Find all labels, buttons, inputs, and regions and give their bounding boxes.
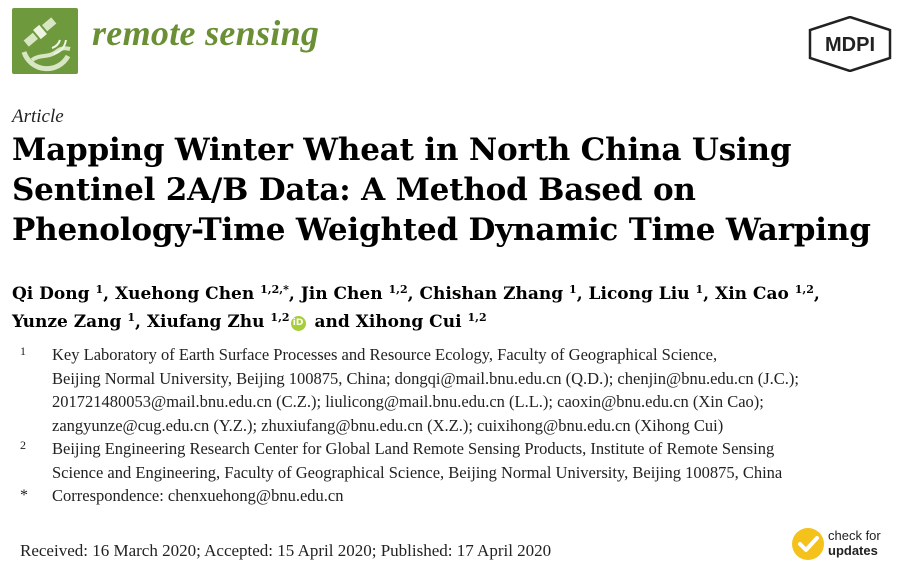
mdpi-logo — [808, 16, 892, 72]
checkmark-circle-icon — [790, 526, 826, 562]
author[interactable]: Xin Cao $^{1,2}$, — [715, 283, 820, 304]
title-line: Sentinel 2A/B Data: A Method Based on — [12, 172, 696, 208]
affiliation-marker: 1 — [20, 344, 26, 358]
title-line: Mapping Winter Wheat in North China Using — [12, 132, 792, 168]
publication-dates: Received: 16 March 2020; Accepted: 15 April 2020; Published: 17 April 2020 — [20, 541, 552, 560]
author[interactable]: Qi Dong $^1$, — [12, 283, 110, 304]
satellite-globe-icon — [12, 8, 78, 74]
author-list — [12, 280, 892, 336]
journal-logo — [12, 8, 78, 74]
author[interactable]: Licong Liu $^1$, — [588, 283, 710, 304]
orcid-icon[interactable]: iD — [291, 316, 306, 331]
author[interactable]: Xiufang Zhu $^{1,2}$ iD — [147, 312, 309, 332]
author[interactable]: Xuehong Chen $^{1,2,*}$, — [114, 283, 295, 304]
author[interactable]: Jin Chen $^{1,2}$, — [300, 283, 414, 304]
affiliation: 1 Key Laboratory of Earth Surface Processes and Resource Ecology, Faculty of Geographical Science, Beijing Normal University, Beijing 100875, China; dongqi@mail.bnu.edu.cn (Q.D.); chenjin@bnu.edu.cn (J.C.); 201721480053@mail.bnu.edu.cn (C.Z.); liulicong@mail.bnu.edu.cn (L.L.); caoxin@bnu.edu.cn (Xin Cao); zangyunze@cug.edu.cn (Y.Z.); zhuxiufang@bnu.edu.cn (X.Z.); cuixihong@bnu.edu.cn (Xihong Cui) — [20, 343, 900, 437]
affiliation: 2 Beijing Engineering Research Center for Global Land Remote Sensing Products, Institute of Remote Sensing Science and Engineering, Faculty of Geographical Science, Beijing Normal University, Beijing 100875, China — [20, 437, 900, 484]
author[interactable]: and Xihong Cui $^{1,2}$ — [314, 311, 487, 332]
affiliation-marker: * — [20, 487, 28, 504]
article-type: Article — [12, 106, 64, 127]
affiliation-marker: 2 — [20, 438, 26, 452]
author[interactable]: Yunze Zang $^1$, — [12, 311, 141, 332]
affiliations — [20, 343, 900, 508]
journal-name: remote sensing — [92, 13, 320, 53]
author[interactable]: Chishan Zhang $^1$, — [419, 283, 583, 304]
check-for-updates-button[interactable] — [790, 526, 900, 564]
correspondence: * Correspondence: chenxuehong@bnu.edu.cn — [20, 484, 900, 508]
author-line — [12, 280, 892, 308]
article-title — [12, 130, 892, 250]
publisher-name: MDPI — [825, 34, 875, 56]
check-updates-label: check for updates — [828, 528, 881, 558]
title-line: Phenology-Time Weighted Dynamic Time Warping — [12, 212, 871, 248]
author-line — [12, 308, 892, 336]
